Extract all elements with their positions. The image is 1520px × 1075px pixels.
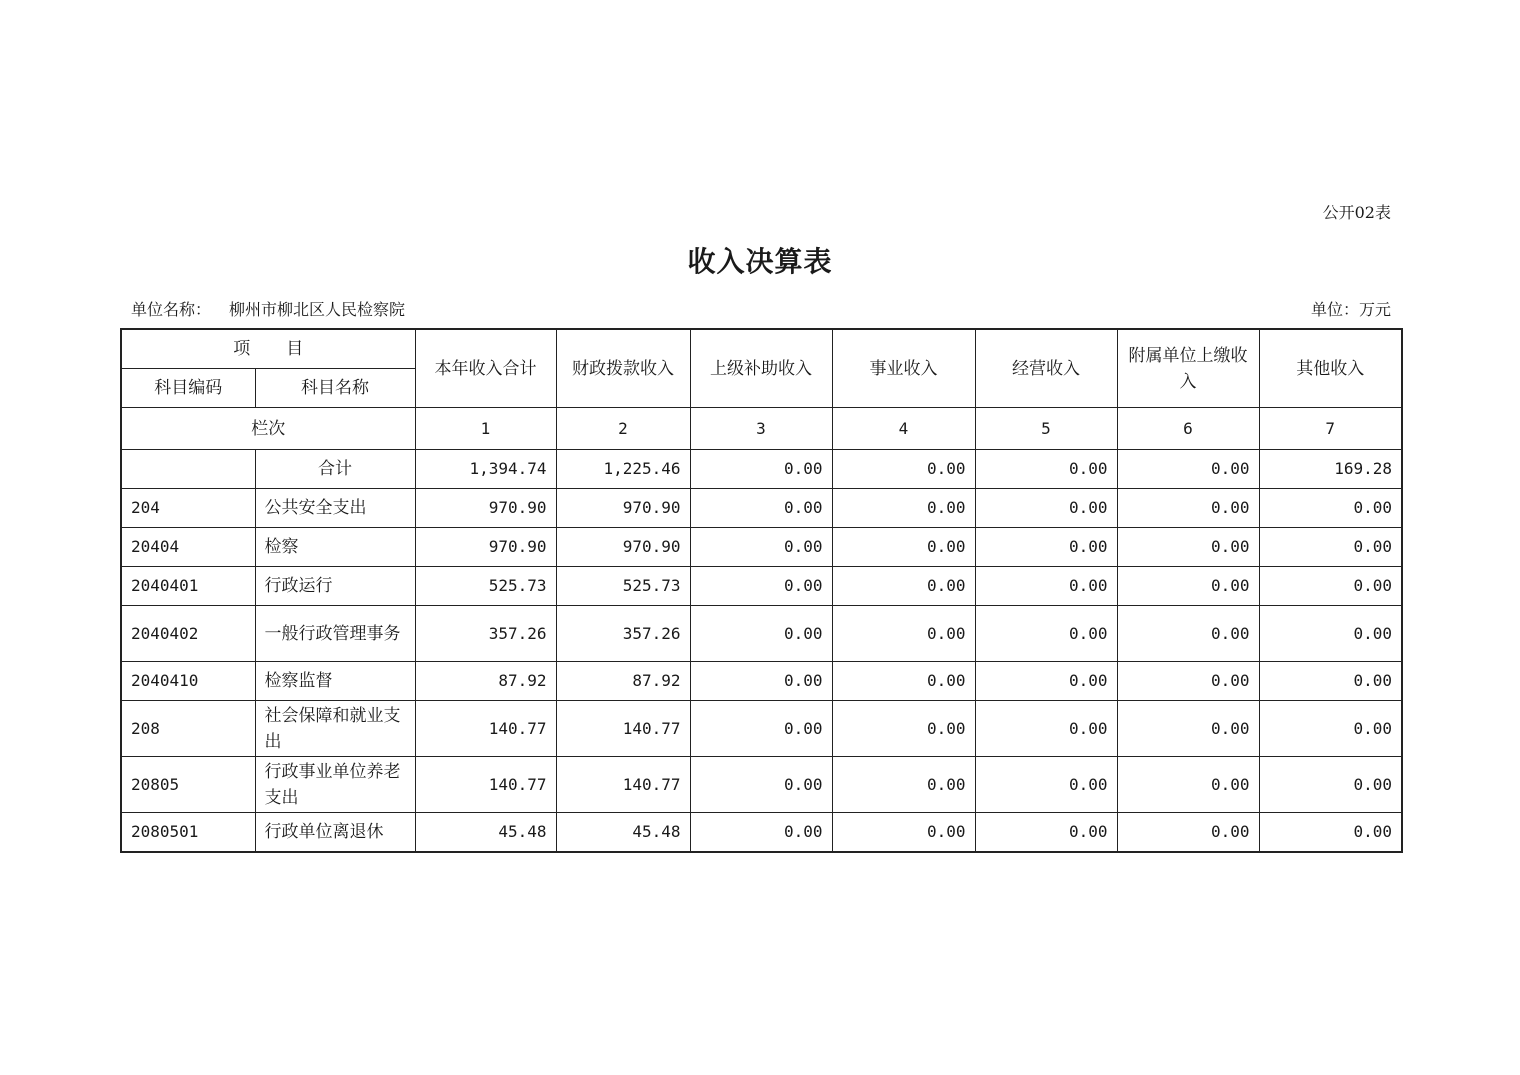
table-row — [121, 662, 1402, 701]
column-index: 1 — [415, 408, 556, 450]
amount-cell: 0.00 — [690, 528, 832, 567]
amount-cell: 0.00 — [832, 489, 975, 528]
amount-cell: 0.00 — [975, 567, 1117, 606]
amount-cell: 140.77 — [556, 701, 690, 757]
currency-unit: 单位：万元 — [1310, 300, 1391, 319]
item-header: 项 目 — [121, 329, 415, 369]
amount-cell: 0.00 — [1117, 606, 1259, 662]
name-header: 科目名称 — [255, 369, 415, 408]
amount-cell: 0.00 — [832, 528, 975, 567]
amount-cell: 0.00 — [975, 528, 1117, 567]
unit-name-value: 柳州市柳北区人民检察院 — [229, 300, 406, 319]
table-row — [121, 701, 1402, 757]
amount-cell: 0.00 — [832, 757, 975, 813]
subject-code: 208 — [121, 701, 255, 757]
amount-cell: 357.26 — [556, 606, 690, 662]
amount-cell: 0.00 — [832, 813, 975, 853]
total-label: 合计 — [255, 450, 415, 489]
amount-cell: 0.00 — [832, 567, 975, 606]
amount-cell: 45.48 — [556, 813, 690, 853]
table-row — [121, 528, 1402, 567]
amount-cell: 0.00 — [1117, 528, 1259, 567]
subject-code: 204 — [121, 489, 255, 528]
amount-cell: 525.73 — [556, 567, 690, 606]
amount-cell: 970.90 — [556, 528, 690, 567]
column-index: 4 — [832, 408, 975, 450]
column-index: 6 — [1117, 408, 1259, 450]
column-header: 事业收入 — [832, 329, 975, 408]
code-header: 科目编码 — [121, 369, 255, 408]
subject-code: 2080501 — [121, 813, 255, 853]
amount-cell: 0.00 — [1259, 757, 1402, 813]
column-index: 7 — [1259, 408, 1402, 450]
subject-name: 社会保障和就业支出 — [255, 701, 415, 757]
amount-cell: 0.00 — [832, 662, 975, 701]
amount-cell: 140.77 — [556, 757, 690, 813]
amount-cell: 0.00 — [1117, 489, 1259, 528]
income-report-table — [120, 328, 1403, 853]
amount-cell: 0.00 — [1259, 528, 1402, 567]
total-cell: 0.00 — [1117, 450, 1259, 489]
subject-name: 行政单位离退休 — [255, 813, 415, 853]
amount-cell: 0.00 — [1259, 662, 1402, 701]
amount-cell: 0.00 — [690, 813, 832, 853]
table-row — [121, 757, 1402, 813]
amount-cell: 0.00 — [1259, 606, 1402, 662]
amount-cell: 45.48 — [415, 813, 556, 853]
amount-cell: 0.00 — [975, 813, 1117, 853]
column-header: 其他收入 — [1259, 329, 1402, 408]
subject-name: 检察监督 — [255, 662, 415, 701]
amount-cell: 87.92 — [556, 662, 690, 701]
column-index: 2 — [556, 408, 690, 450]
amount-cell: 970.90 — [556, 489, 690, 528]
subject-code: 2040410 — [121, 662, 255, 701]
subject-code: 20805 — [121, 757, 255, 813]
column-header: 经营收入 — [975, 329, 1117, 408]
amount-cell: 87.92 — [415, 662, 556, 701]
amount-cell: 970.90 — [415, 528, 556, 567]
page-title: 收入决算表 — [687, 245, 833, 278]
amount-cell: 140.77 — [415, 701, 556, 757]
total-cell: 169.28 — [1259, 450, 1402, 489]
amount-cell: 0.00 — [975, 662, 1117, 701]
total-row — [121, 450, 1402, 489]
amount-cell: 970.90 — [415, 489, 556, 528]
subject-code: 20404 — [121, 528, 255, 567]
total-cell: 0.00 — [832, 450, 975, 489]
amount-cell: 0.00 — [690, 701, 832, 757]
column-header: 财政拨款收入 — [556, 329, 690, 408]
total-cell: 1,394.74 — [415, 450, 556, 489]
amount-cell: 0.00 — [690, 606, 832, 662]
amount-cell: 140.77 — [415, 757, 556, 813]
amount-cell: 0.00 — [1259, 813, 1402, 853]
unit-name-label: 单位名称： — [131, 300, 212, 319]
subject-name: 公共安全支出 — [255, 489, 415, 528]
total-cell: 0.00 — [975, 450, 1117, 489]
subject-name: 行政事业单位养老支出 — [255, 757, 415, 813]
amount-cell: 0.00 — [1117, 662, 1259, 701]
table-row — [121, 567, 1402, 606]
amount-cell: 0.00 — [832, 606, 975, 662]
amount-cell: 357.26 — [415, 606, 556, 662]
subject-name: 行政运行 — [255, 567, 415, 606]
total-cell: 0.00 — [690, 450, 832, 489]
amount-cell: 0.00 — [690, 489, 832, 528]
amount-cell: 0.00 — [1117, 701, 1259, 757]
table-row — [121, 489, 1402, 528]
amount-cell: 0.00 — [690, 662, 832, 701]
unit-name-line — [131, 297, 405, 320]
amount-cell: 0.00 — [1259, 701, 1402, 757]
column-index: 5 — [975, 408, 1117, 450]
amount-cell: 0.00 — [975, 701, 1117, 757]
column-header: 本年收入合计 — [415, 329, 556, 408]
amount-cell: 0.00 — [975, 606, 1117, 662]
form-number: 公开02表 — [1322, 203, 1391, 222]
amount-cell: 0.00 — [975, 489, 1117, 528]
total-code — [121, 450, 255, 489]
subject-name: 一般行政管理事务 — [255, 606, 415, 662]
amount-cell: 0.00 — [1117, 567, 1259, 606]
table-row — [121, 606, 1402, 662]
subject-name: 检察 — [255, 528, 415, 567]
column-header: 上级补助收入 — [690, 329, 832, 408]
amount-cell: 0.00 — [690, 757, 832, 813]
amount-cell: 525.73 — [415, 567, 556, 606]
amount-cell: 0.00 — [1117, 757, 1259, 813]
row-index-label: 栏次 — [121, 408, 415, 450]
subject-code: 2040401 — [121, 567, 255, 606]
table-row — [121, 813, 1402, 853]
amount-cell: 0.00 — [832, 701, 975, 757]
amount-cell: 0.00 — [1117, 813, 1259, 853]
column-index: 3 — [690, 408, 832, 450]
subject-code: 2040402 — [121, 606, 255, 662]
amount-cell: 0.00 — [1259, 567, 1402, 606]
column-header: 附属单位上缴收入 — [1117, 329, 1259, 408]
total-cell: 1,225.46 — [556, 450, 690, 489]
amount-cell: 0.00 — [690, 567, 832, 606]
amount-cell: 0.00 — [1259, 489, 1402, 528]
amount-cell: 0.00 — [975, 757, 1117, 813]
